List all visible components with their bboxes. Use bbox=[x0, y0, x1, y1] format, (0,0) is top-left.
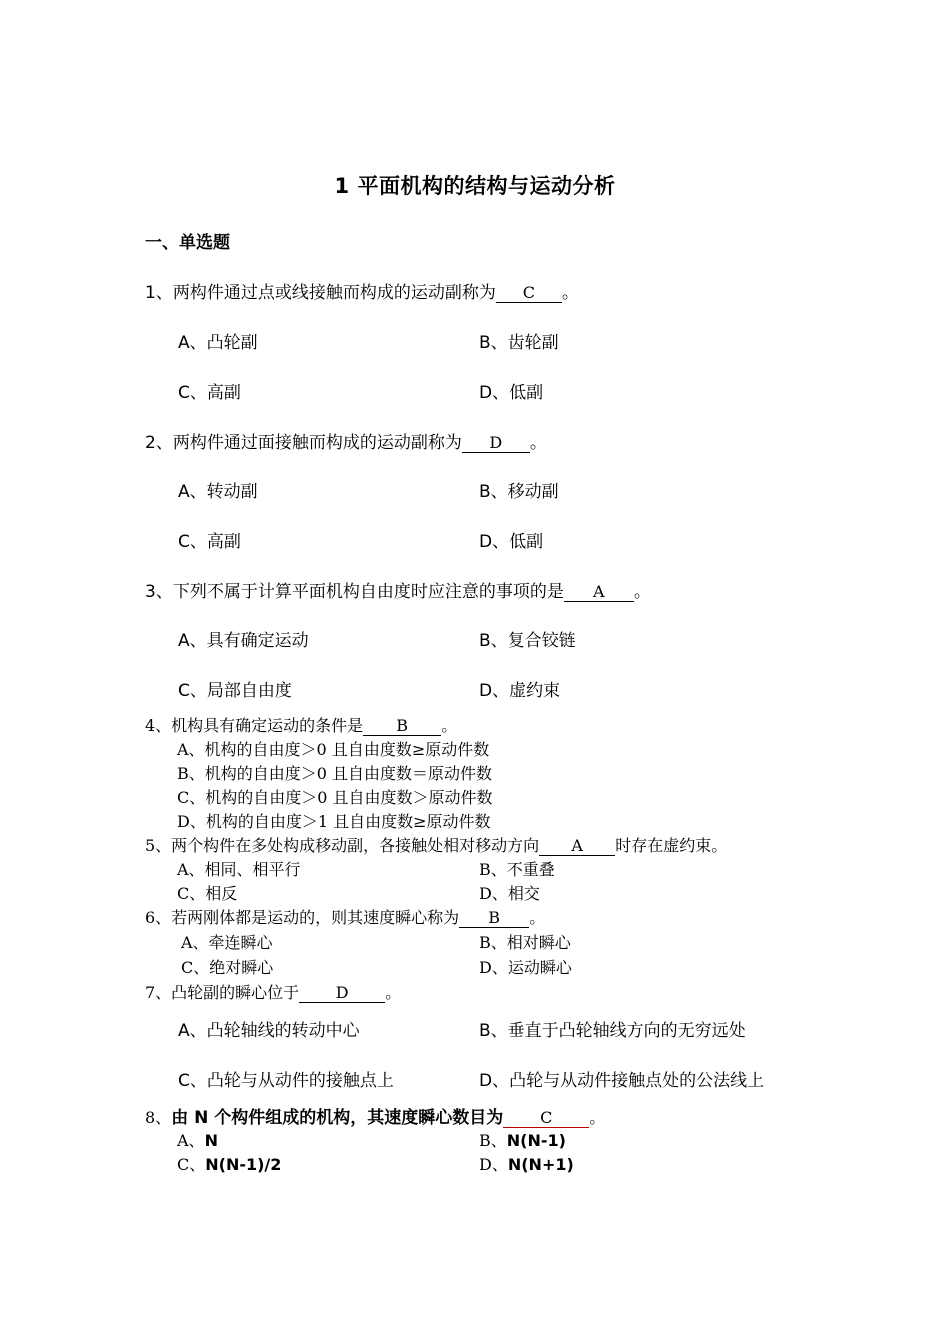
question-6-option-c: C、绝对瞬心 bbox=[181, 958, 274, 977]
section-heading: 一、单选题 bbox=[145, 233, 230, 253]
question-2-option-c: C、高副 bbox=[178, 532, 241, 552]
question-5-answer: A bbox=[539, 837, 615, 856]
question-8-option-c-text: N(N-1)/2 bbox=[205, 1155, 282, 1174]
question-5-option-a: A、相同、相平行 bbox=[177, 860, 301, 879]
question-7-option-b: B、垂直于凸轮轴线方向的无穷远处 bbox=[479, 1021, 746, 1041]
question-3 bbox=[145, 577, 651, 602]
question-8-option-c bbox=[177, 1152, 281, 1175]
question-6-option-d: D、运动瞬心 bbox=[479, 958, 572, 977]
question-5-option-b: B、不重叠 bbox=[479, 860, 555, 879]
question-4-option-c: C、机构的自由度＞0 且自由度数＞原动件数 bbox=[177, 788, 493, 807]
question-8 bbox=[145, 1103, 605, 1128]
question-2-end: 。 bbox=[529, 433, 547, 453]
question-8-end: 。 bbox=[589, 1108, 606, 1127]
question-4-end: 。 bbox=[441, 716, 458, 735]
question-5-option-d: D、相交 bbox=[479, 884, 540, 903]
question-3-stem: 3、下列不属于计算平面机构自由度时应注意的事项的是 bbox=[145, 582, 564, 602]
question-6 bbox=[145, 905, 545, 928]
question-1-end: 。 bbox=[561, 283, 579, 303]
question-5-stem: 5、两个构件在多处构成移动副，各接触处相对移动方向 bbox=[145, 836, 540, 855]
question-8-option-d-text: N(N+1) bbox=[507, 1155, 574, 1174]
question-2-option-b: B、移动副 bbox=[479, 482, 559, 502]
question-2-option-d: D、低副 bbox=[479, 532, 544, 552]
page-title: 1 平面机构的结构与运动分析 bbox=[334, 174, 616, 198]
question-8-option-c-prefix: C、 bbox=[177, 1155, 206, 1174]
question-5-option-c: C、相反 bbox=[177, 884, 238, 903]
question-8-answer: C bbox=[503, 1109, 589, 1128]
question-1-stem: 1、两构件通过点或线接触而构成的运动副称为 bbox=[145, 283, 496, 303]
question-7 bbox=[145, 980, 401, 1003]
question-2 bbox=[145, 428, 547, 453]
question-5 bbox=[145, 833, 727, 856]
question-1-option-a: A、凸轮副 bbox=[178, 333, 258, 353]
question-6-answer: B bbox=[459, 909, 529, 928]
question-3-option-c: C、局部自由度 bbox=[178, 681, 292, 701]
question-4-answer: B bbox=[363, 717, 441, 736]
question-8-option-a bbox=[177, 1128, 218, 1151]
question-6-option-b: B、相对瞬心 bbox=[479, 933, 571, 952]
question-1-answer: C bbox=[496, 284, 562, 303]
question-3-answer: A bbox=[564, 583, 634, 602]
question-8-number: 8、 bbox=[145, 1108, 172, 1127]
question-2-stem: 2、两构件通过面接触而构成的运动副称为 bbox=[145, 433, 462, 453]
question-4-option-d: D、机构的自由度＞1 且自由度数≥原动件数 bbox=[177, 812, 491, 831]
question-6-stem: 6、若两刚体都是运动的，则其速度瞬心称为 bbox=[145, 908, 460, 927]
question-1-option-b: B、齿轮副 bbox=[479, 333, 559, 353]
question-3-end: 。 bbox=[633, 582, 651, 602]
question-1 bbox=[145, 278, 579, 303]
question-3-option-b: B、复合铰链 bbox=[479, 631, 576, 651]
question-7-option-a: A、凸轮轴线的转动中心 bbox=[178, 1021, 360, 1041]
question-6-option-a: A、牵连瞬心 bbox=[181, 933, 273, 952]
question-2-answer: D bbox=[462, 434, 530, 453]
question-7-end: 。 bbox=[385, 983, 402, 1002]
question-4-option-a: A、机构的自由度＞0 且自由度数≥原动件数 bbox=[177, 740, 490, 759]
question-7-option-d: D、凸轮与从动件接触点处的公法线上 bbox=[479, 1071, 765, 1091]
question-8-option-d-prefix: D、 bbox=[479, 1155, 508, 1174]
question-4-stem: 4、机构具有确定运动的条件是 bbox=[145, 716, 364, 735]
question-7-answer: D bbox=[299, 984, 385, 1003]
question-1-option-c: C、高副 bbox=[178, 383, 241, 403]
question-3-option-d: D、虚约束 bbox=[479, 681, 561, 701]
question-8-option-b-prefix: B、 bbox=[479, 1131, 507, 1150]
question-8-stem: 由 N 个构件组成的机构，其速度瞬心数目为 bbox=[171, 1108, 504, 1128]
question-4-option-b: B、机构的自由度＞0 且自由度数＝原动件数 bbox=[177, 764, 493, 783]
question-8-option-b-text: N(N-1) bbox=[506, 1131, 566, 1150]
question-8-option-a-text: N bbox=[204, 1131, 218, 1150]
question-7-stem: 7、凸轮副的瞬心位于 bbox=[145, 983, 300, 1002]
question-7-option-c: C、凸轮与从动件的接触点上 bbox=[178, 1071, 394, 1091]
question-4 bbox=[145, 713, 457, 736]
question-6-end: 。 bbox=[529, 908, 546, 927]
question-1-option-d: D、低副 bbox=[479, 383, 544, 403]
question-2-option-a: A、转动副 bbox=[178, 482, 258, 502]
question-3-option-a: A、具有确定运动 bbox=[178, 631, 309, 651]
question-8-option-d bbox=[479, 1152, 574, 1175]
question-8-option-b bbox=[479, 1128, 566, 1151]
question-5-end: 时存在虚约束。 bbox=[615, 836, 728, 855]
question-8-option-a-prefix: A、 bbox=[177, 1131, 205, 1150]
